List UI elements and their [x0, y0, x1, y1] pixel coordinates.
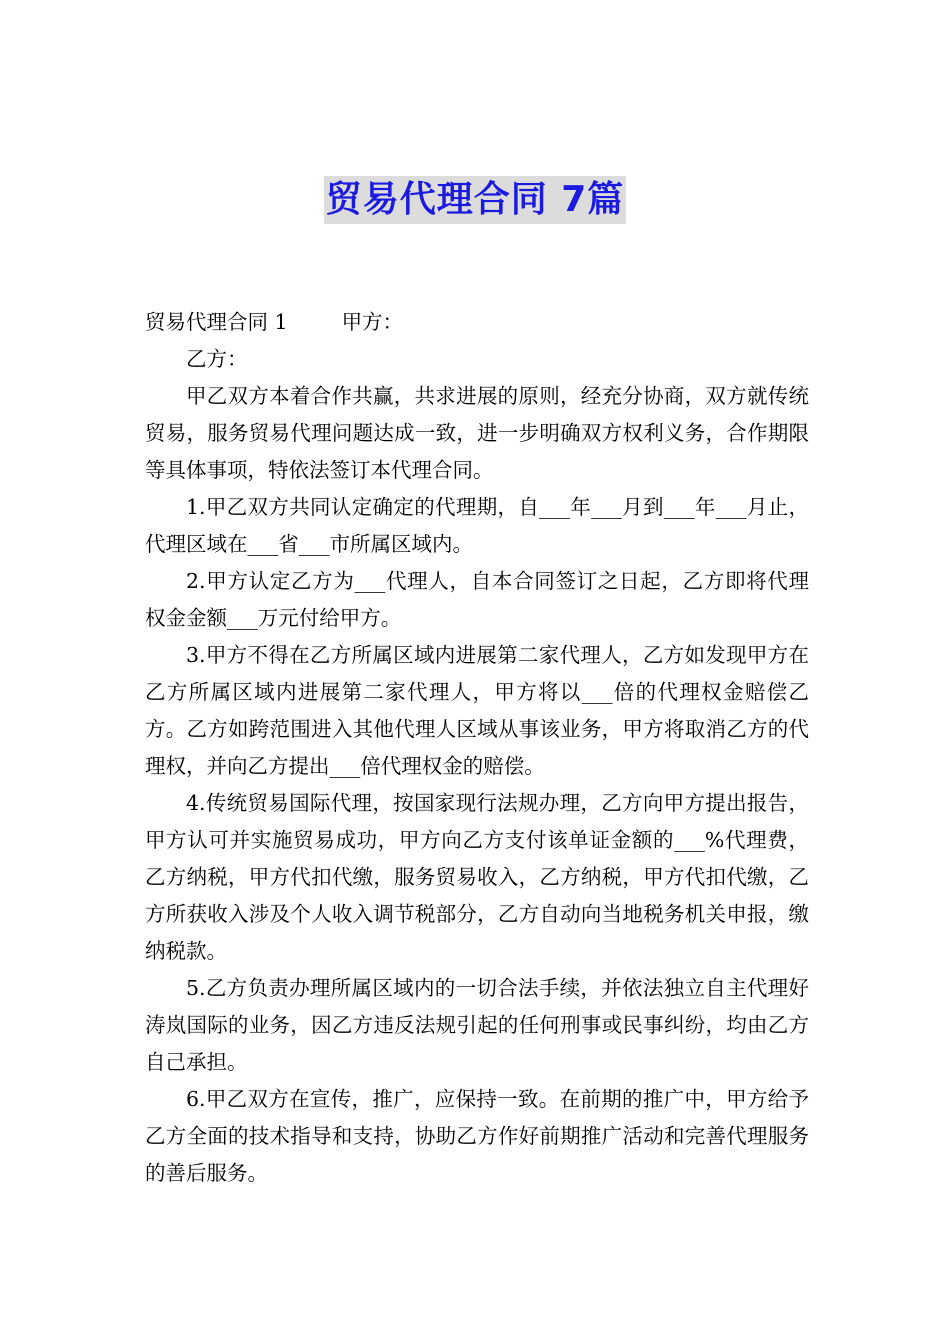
- party-b-label: 乙方：: [186, 347, 248, 371]
- title-container: [0, 176, 950, 224]
- document-body: [145, 304, 809, 1192]
- contract-heading-line: [145, 304, 809, 341]
- clause-5: 5.乙方负责办理所属区域内的一切合法手续，并依法独立自主代理好涛岚国际的业务，因乙方违反法规引起的任何刑事或民事纠纷，均由乙方自己承担。: [145, 976, 809, 1074]
- clause-2: 2.甲方认定乙方为___代理人，自本合同签订之日起，乙方即将代理权金金额___万元付给甲方。: [145, 569, 809, 630]
- clause-4: 4.传统贸易国际代理，按国家现行法规办理，乙方向甲方提出报告，甲方认可并实施贸易成功，甲方向乙方支付该单证金额的___%代理费，乙方纳税，甲方代扣代缴，服务贸易收入，乙方纳税，甲方代扣代缴，乙方所获收入涉及个人收入调节税部分，乙方自动向当地税务机关申报，缴纳税款。: [145, 791, 809, 963]
- clause-3: 3.甲方不得在乙方所属区域内进展第二家代理人，乙方如发现甲方在乙方所属区域内进展第二家代理人，甲方将以___倍的代理权金赔偿乙方。乙方如跨范围进入其他代理人区域从事该业务，甲方将取消乙方的代理权，并向乙方提出___倍代理权金的赔偿。: [145, 643, 809, 778]
- preamble-paragraph: 甲乙双方本着合作共赢，共求进展的原则，经充分协商，双方就传统贸易，服务贸易代理问题达成一致，进一步明确双方权利义务，合作期限等具体事项，特依法签订本代理合同。: [145, 384, 809, 482]
- clause-1: 1.甲乙双方共同认定确定的代理期，自___年___月到___年___月止，代理区域在___省___市所属区域内。: [145, 495, 809, 556]
- party-a-label: 甲方：: [341, 310, 404, 334]
- document-title: 贸易代理合同 7篇: [324, 176, 627, 224]
- clause-6: 6.甲乙双方在宣传，推广，应保持一致。在前期的推广中，甲方给予乙方全面的技术指导和支持，协助乙方作好前期推广活动和完善代理服务的善后服务。: [145, 1087, 809, 1185]
- contract-heading-label: 贸易代理合同 1: [145, 310, 288, 334]
